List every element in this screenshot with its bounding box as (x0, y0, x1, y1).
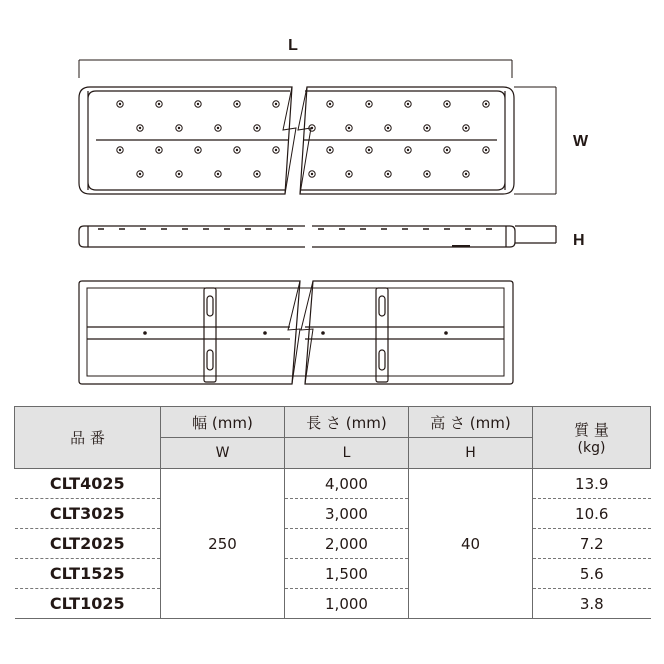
model-cell: CLT1525 (15, 559, 161, 589)
perforation-hole-center (348, 127, 350, 129)
mass-cell: 7.2 (533, 529, 651, 559)
model-cell: CLT1025 (15, 589, 161, 619)
top-view (79, 87, 514, 194)
perforation-hole-center (368, 103, 370, 105)
header-height-sub: H (409, 438, 533, 469)
length-cell: 2,000 (285, 529, 409, 559)
width-label: W (573, 133, 589, 150)
perforation-hole-center (178, 127, 180, 129)
perforation-hole-center (446, 149, 448, 151)
perforation-hole-center (158, 149, 160, 151)
header-mass (533, 407, 651, 469)
perforation-hole-center (236, 103, 238, 105)
perforation-hole-center (256, 127, 258, 129)
mass-cell: 5.6 (533, 559, 651, 589)
table-row (15, 469, 651, 499)
header-mass-unit: (kg) (577, 440, 606, 456)
perforation-hole-center (465, 173, 467, 175)
model-cell: CLT2025 (15, 529, 161, 559)
perforation-hole-center (236, 149, 238, 151)
perforation-hole-center (275, 103, 277, 105)
perforation-hole-center (217, 127, 219, 129)
header-length-sub: L (285, 438, 409, 469)
perforation-hole-center (426, 173, 428, 175)
perforation-hole-center (446, 103, 448, 105)
perforation-hole-center (329, 103, 331, 105)
length-dimension (79, 60, 512, 78)
length-cell: 1,000 (285, 589, 409, 619)
bottom-view (79, 281, 513, 384)
perforation-hole-center (387, 127, 389, 129)
perforation-hole-center (407, 103, 409, 105)
header-length: 長 さ (mm) (285, 407, 409, 438)
side-view (79, 226, 556, 247)
perforation-hole-center (348, 173, 350, 175)
perforation-hole-center (311, 127, 313, 129)
mass-cell: 10.6 (533, 499, 651, 529)
table-row (15, 559, 651, 589)
table-row (15, 529, 651, 559)
model-cell: CLT3025 (15, 499, 161, 529)
length-cell: 1,500 (285, 559, 409, 589)
perforation-hole-center (368, 149, 370, 151)
length-cell: 3,000 (285, 499, 409, 529)
perforation-hole-center (119, 149, 121, 151)
length-cell: 4,000 (285, 469, 409, 499)
perforation-hole-center (119, 103, 121, 105)
mass-cell: 13.9 (533, 469, 651, 499)
perforation-hole-center (311, 173, 313, 175)
mass-cell: 3.8 (533, 589, 651, 619)
perforation-hole-center (275, 149, 277, 151)
header-width: 幅 (mm) (161, 407, 285, 438)
table-row (15, 499, 651, 529)
perforation-hole-center (139, 127, 141, 129)
spec-table (14, 406, 651, 619)
perforation-hole-center (485, 149, 487, 151)
perforation-hole-center (178, 173, 180, 175)
header-height: 高 さ (mm) (409, 407, 533, 438)
header-model: 品 番 (15, 407, 161, 469)
perforation-hole-center (407, 149, 409, 151)
table-row (15, 589, 651, 619)
header-width-sub: W (161, 438, 285, 469)
height-label: H (573, 232, 585, 249)
length-label: L (288, 37, 298, 54)
perforation-hole-center (465, 127, 467, 129)
model-cell: CLT4025 (15, 469, 161, 499)
perforation-hole-center (217, 173, 219, 175)
perforation-hole-center (485, 103, 487, 105)
perforation-hole-center (387, 173, 389, 175)
perforation-hole-center (158, 103, 160, 105)
width-cell: 250 (161, 469, 285, 619)
perforation-hole-center (426, 127, 428, 129)
height-cell: 40 (409, 469, 533, 619)
header-mass-label: 質 量 (574, 421, 609, 439)
perforation-hole-center (197, 103, 199, 105)
width-dimension (514, 87, 556, 194)
perforation-hole-center (256, 173, 258, 175)
perforation-hole-center (329, 149, 331, 151)
perforation-hole-center (139, 173, 141, 175)
perforation-hole-center (197, 149, 199, 151)
